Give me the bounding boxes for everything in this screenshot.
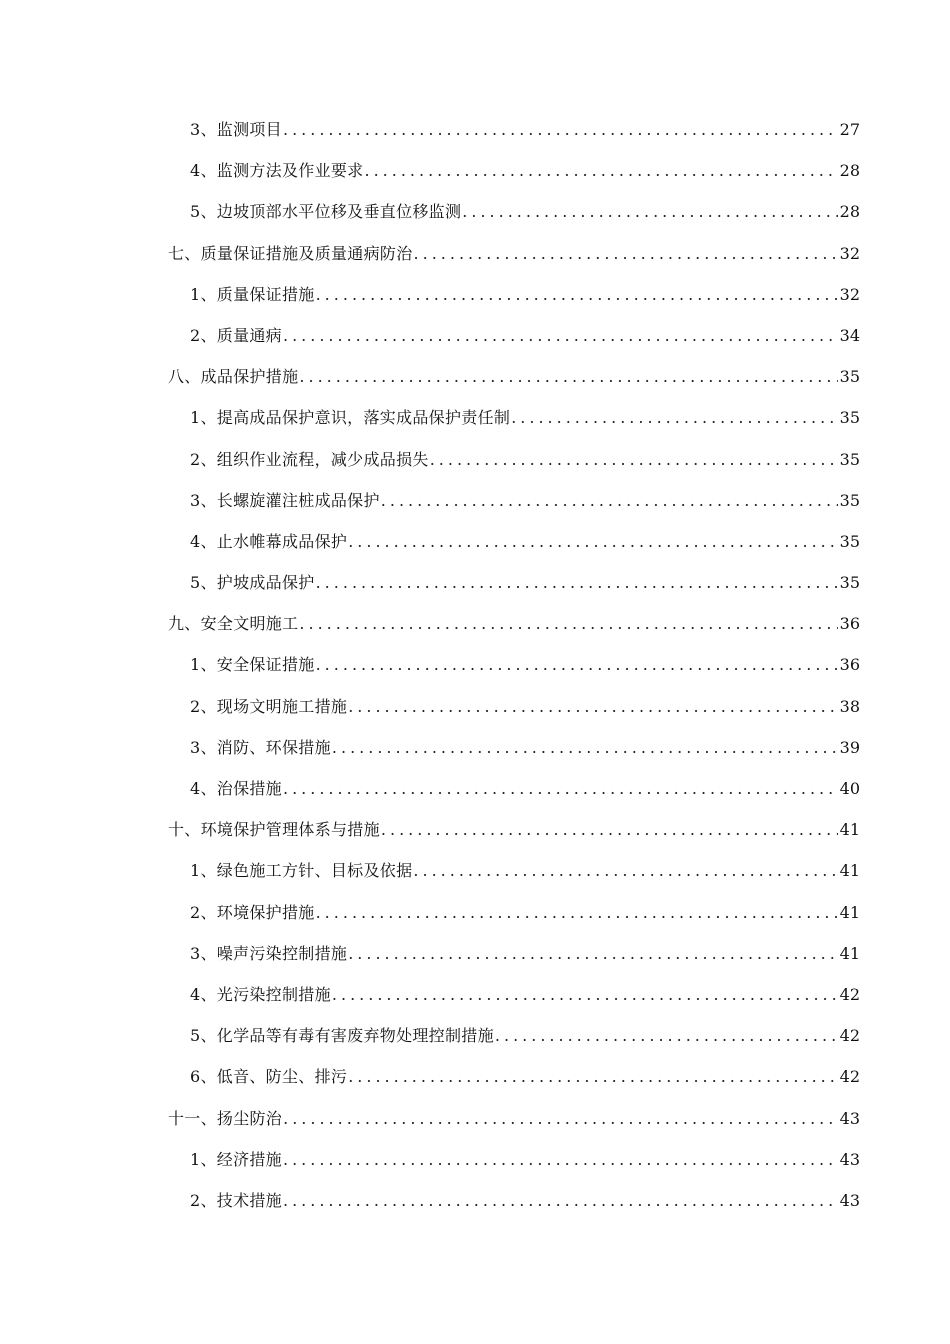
toc-entry-title: 5、护坡成品保护 <box>190 573 315 593</box>
toc-section-title: 八、成品保护措施 <box>168 367 299 387</box>
toc-page-number: 43 <box>839 1190 860 1210</box>
toc-entry[interactable] <box>168 850 860 891</box>
toc-page-number: 40 <box>839 779 860 798</box>
toc-leader-dots <box>413 850 837 891</box>
toc-page-number: 35 <box>839 408 860 428</box>
toc-page-number: 38 <box>839 696 860 716</box>
toc-page-number: 32 <box>839 243 860 263</box>
toc-entry[interactable] <box>168 892 860 933</box>
toc-entry[interactable] <box>168 480 860 521</box>
toc-leader-dots <box>348 521 837 562</box>
toc-page-number: 36 <box>839 614 860 634</box>
toc-page-number: 35 <box>839 531 860 551</box>
toc-page-number: 35 <box>839 490 860 510</box>
toc-page-number: 28 <box>839 161 860 181</box>
toc-entry[interactable] <box>168 727 860 768</box>
toc-entry[interactable] <box>168 974 860 1015</box>
toc-entry[interactable] <box>168 191 860 232</box>
toc-entry-title: 2、组织作业流程，减少成品损失 <box>190 449 429 469</box>
toc-section-entry[interactable] <box>168 809 860 850</box>
toc-entry[interactable] <box>168 274 860 315</box>
toc-leader-dots <box>299 603 837 644</box>
toc-entry-title: 5、边坡顶部水平位移及垂直位移监测 <box>190 202 462 222</box>
toc-entry-title: 4、治保措施 <box>190 779 282 798</box>
toc-entry-title: 3、监测项目 <box>190 120 282 139</box>
toc-leader-dots <box>414 233 838 274</box>
toc-leader-dots <box>462 191 837 232</box>
toc-leader-dots <box>316 274 838 315</box>
toc-leader-dots <box>332 727 838 768</box>
toc-page-number: 34 <box>839 325 860 345</box>
toc-leader-dots <box>283 768 838 809</box>
toc-leader-dots <box>348 686 837 727</box>
toc-entry-title: 4、监测方法及作业要求 <box>190 161 364 181</box>
toc-section-title: 十、环境保护管理体系与措施 <box>168 820 380 840</box>
toc-entry-title: 3、噪声污染控制措施 <box>190 943 348 963</box>
toc-entry[interactable] <box>168 315 860 356</box>
toc-leader-dots <box>348 933 837 974</box>
toc-page-number: 41 <box>839 943 860 963</box>
toc-entry-title: 4、止水帷幕成品保护 <box>190 531 348 551</box>
toc-page-number: 42 <box>839 984 860 1004</box>
toc-section-title: 十一、扬尘防治 <box>168 1108 283 1128</box>
toc-leader-dots <box>316 892 838 933</box>
toc-entry[interactable] <box>168 1056 860 1097</box>
toc-entry-title: 1、经济措施 <box>190 1149 282 1169</box>
toc-entry-title: 3、长螺旋灌注桩成品保护 <box>190 490 380 510</box>
toc-leader-dots <box>332 974 838 1015</box>
toc-leader-dots <box>299 356 837 397</box>
toc-section-entry[interactable] <box>168 356 860 397</box>
toc-entry[interactable] <box>168 562 860 603</box>
toc-entry-title: 5、化学品等有毒有害废弃物处理控制措施 <box>190 1026 494 1046</box>
toc-leader-dots <box>283 1139 838 1180</box>
toc-leader-dots <box>381 480 838 521</box>
toc-entry[interactable] <box>168 644 860 685</box>
toc-leader-dots <box>283 1098 838 1139</box>
toc-entry[interactable] <box>168 768 860 809</box>
toc-entry[interactable] <box>168 1139 860 1180</box>
toc-section-entry[interactable] <box>168 1098 860 1139</box>
toc-page-number: 43 <box>839 1149 860 1169</box>
table-of-contents <box>168 109 860 1221</box>
toc-page-number: 27 <box>839 120 860 139</box>
toc-section-entry[interactable] <box>168 603 860 644</box>
toc-page-number: 28 <box>839 202 860 222</box>
toc-entry[interactable] <box>168 397 860 438</box>
toc-entry[interactable] <box>168 109 860 150</box>
toc-entry[interactable] <box>168 150 860 191</box>
toc-entry[interactable] <box>168 1180 860 1221</box>
toc-leader-dots <box>348 1056 837 1097</box>
toc-entry-title: 1、提高成品保护意识，落实成品保护责任制 <box>190 408 511 428</box>
toc-entry-title: 2、现场文明施工措施 <box>190 696 348 716</box>
toc-page-number: 41 <box>839 902 860 922</box>
toc-page-number: 42 <box>839 1026 860 1046</box>
toc-page-number: 41 <box>839 820 860 840</box>
toc-leader-dots <box>283 1180 838 1221</box>
toc-entry[interactable] <box>168 933 860 974</box>
toc-leader-dots <box>364 150 837 191</box>
toc-entry[interactable] <box>168 439 860 480</box>
toc-entry-title: 2、环境保护措施 <box>190 902 315 922</box>
toc-entry-title: 4、光污染控制措施 <box>190 984 331 1004</box>
toc-leader-dots <box>316 644 838 685</box>
toc-page-number: 35 <box>839 573 860 593</box>
toc-page-number: 43 <box>839 1108 860 1128</box>
toc-section-title: 七、质量保证措施及质量通病防治 <box>168 243 413 263</box>
toc-entry-title: 2、技术措施 <box>190 1190 282 1210</box>
toc-entry-title: 1、质量保证措施 <box>190 284 315 304</box>
toc-page-number: 41 <box>839 861 860 881</box>
toc-entry-title: 6、低音、防尘、排污 <box>190 1067 348 1087</box>
toc-entry-title: 3、消防、环保措施 <box>190 737 331 757</box>
toc-leader-dots <box>430 439 838 480</box>
toc-page-number: 39 <box>839 737 860 757</box>
toc-page-number: 35 <box>839 449 860 469</box>
toc-section-entry[interactable] <box>168 233 860 274</box>
toc-page-number: 36 <box>839 655 860 675</box>
toc-entry-title: 1、绿色施工方针、目标及依据 <box>190 861 413 881</box>
toc-leader-dots <box>511 397 837 438</box>
toc-page-number: 42 <box>839 1067 860 1087</box>
toc-page-number: 35 <box>839 367 860 387</box>
toc-entry-title: 1、安全保证措施 <box>190 655 315 675</box>
toc-section-title: 九、安全文明施工 <box>168 614 299 634</box>
toc-leader-dots <box>283 315 838 356</box>
toc-page-number: 32 <box>839 284 860 304</box>
toc-entry-title: 2、质量通病 <box>190 325 282 345</box>
toc-entry[interactable] <box>168 1015 860 1056</box>
toc-leader-dots <box>381 809 838 850</box>
toc-leader-dots <box>495 1015 838 1056</box>
toc-leader-dots <box>283 109 838 150</box>
toc-leader-dots <box>316 562 838 603</box>
toc-entry[interactable] <box>168 686 860 727</box>
toc-entry[interactable] <box>168 521 860 562</box>
